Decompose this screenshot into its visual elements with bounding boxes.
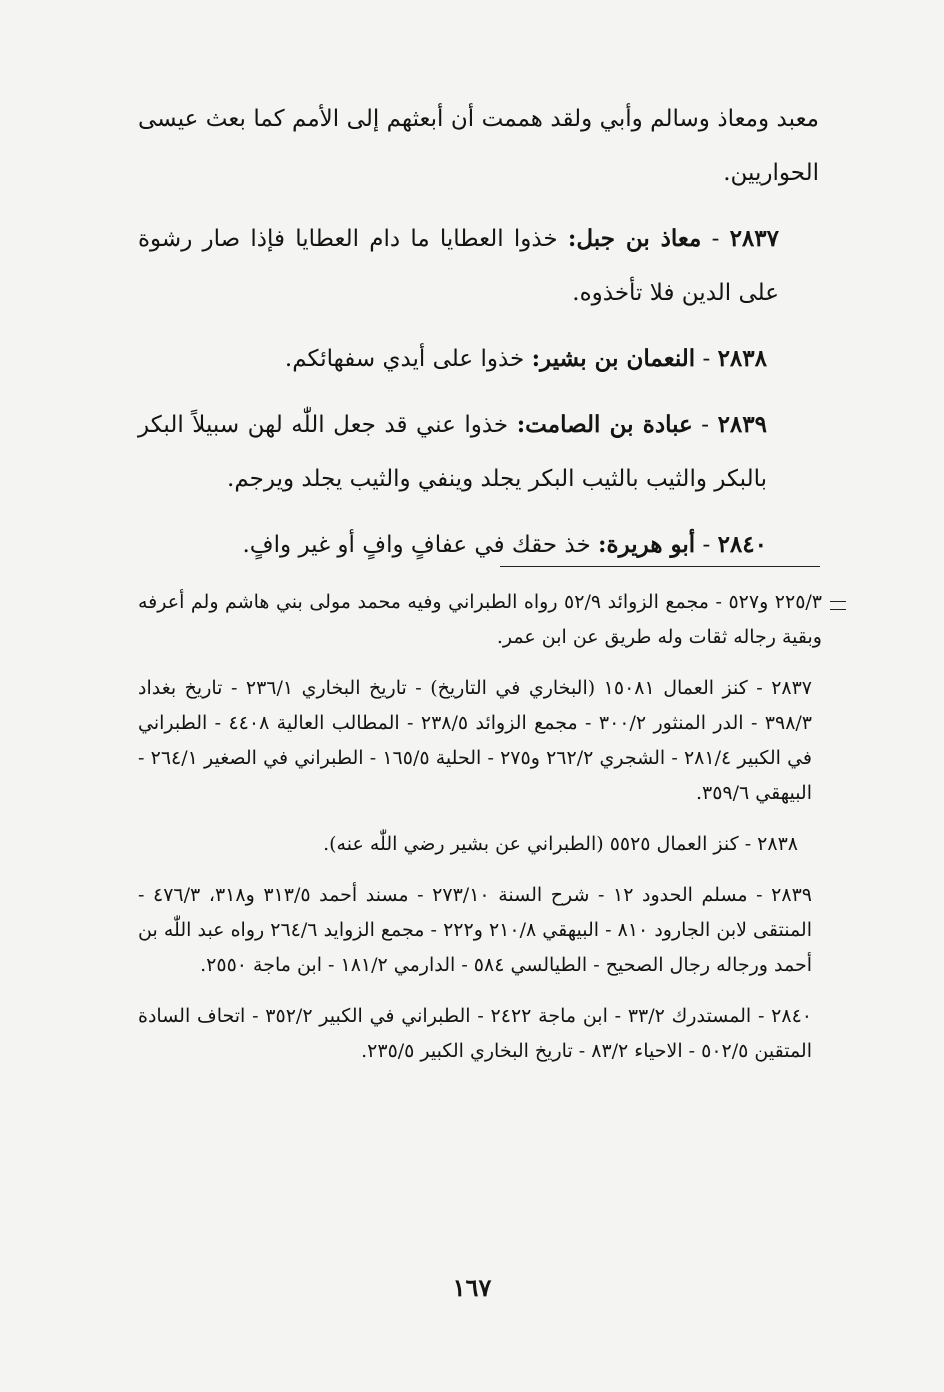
entry-text: خذ حقك في عفافٍ وافٍ أو غير وافٍ. <box>242 532 591 558</box>
hadith-entry: ٢٨٣٧ - معاذ بن جبل: خذوا العطايا ما دام العطايا فإذا صار رشوة على الدين فلا تأخذوه. <box>138 225 779 306</box>
hadith-entry: ٢٨٤٠ - أبو هريرة: خذ حقك في عفافٍ وافٍ أو غير وافٍ. <box>242 531 767 558</box>
hadith-entry: ٢٨٣٨ - النعمان بن بشير: خذوا على أيدي سفهائكم. <box>284 345 767 372</box>
footnote-continued <box>138 585 840 655</box>
main-text <box>138 92 819 572</box>
intro-paragraph: معبد ومعاذ وسالم وأبي ولقد هممت أن أبعثهم إلى الأمم كما بعث عيسى الحواريين. <box>138 106 819 186</box>
footnote: ٢٨٣٧ - كنز العمال ١٥٠٨١ (البخاري في التاريخ) - تاريخ البخاري ٢٣٦/١ - تاريخ بغداد ٣٩٨/٣ - الدر المنثور ٣٠٠/٢ - مجمع الزوائد ٢٣٨/٥ - المطالب العالية ٤٤٠٨ - الطبراني في الكبير ٢٨١/٤ - الشجري ٢٦٢/٢ و٢٧٥ - الحلية ١٦٥/٥ - الطبراني في الصغير ٢٦٤/١ - البيهقي ٣٥٩/٦. <box>138 677 813 804</box>
narrator-name: عبادة بن الصامت: <box>516 411 693 438</box>
footnotes <box>138 585 840 1069</box>
footnote: ٢٨٣٩ - مسلم الحدود ١٢ - شرح السنة ٢٧٣/١٠ - مسند أحمد ٣١٣/٥ و٣١٨، ٤٧٦/٣ - المنتقى لابن الجارود ٨١٠ - البيهقي ٢١٠/٨ و٢٢٢ - مجمع الزوايد ٢٦٤/٦ رواه عبد اللّٰه بن أحمد ورجاله رجال الصحيح - الطيالسي ٥٨٤ - الدارمي ١٨١/٢ - ابن ماجة ٢٥٥٠. <box>138 884 812 976</box>
entry-text: خذوا العطايا ما دام العطايا فإذا صار رشوة على الدين فلا تأخذوه. <box>138 226 779 306</box>
entry-text: خذوا على أيدي سفهائكم. <box>284 346 525 372</box>
hadith-entry: ٢٨٣٩ - عبادة بن الصامت: خذوا عني قد جعل اللّٰه لهن سبيلاً البكر بالبكر والثيب بالثيب البكر يجلد وينفي والثيب يجلد ويرجم. <box>138 411 767 492</box>
entry-number: ٢٨٤٠ <box>717 531 767 558</box>
entry-number: ٢٨٣٨ <box>717 345 767 372</box>
narrator-name: أبو هريرة: <box>598 531 696 558</box>
page-number: ١٦٧ <box>452 1273 492 1302</box>
footnote-text: ٢٢٥/٣ و٥٢٧ - مجمع الزوائد ٥٢/٩ رواه الطبراني وفيه محمد مولى بني هاشم ولم أعرفه وبقية رجاله ثقات وله طريق عن ابن عمر. <box>138 591 823 648</box>
entry-number: ٢٨٣٧ <box>729 225 779 252</box>
footnote-divider <box>500 566 820 567</box>
narrator-name: النعمان بن بشير: <box>531 345 696 372</box>
entry-text: خذوا عني قد جعل اللّٰه لهن سبيلاً البكر بالبكر والثيب بالثيب البكر يجلد وينفي والثيب يجلد ويرجم. <box>138 412 767 492</box>
narrator-name: معاذ بن جبل: <box>567 225 702 252</box>
footnote: ٢٨٣٨ - كنز العمال ٥٥٢٥ (الطبراني عن بشير رضي اللّٰه عنه). <box>323 833 798 855</box>
footnote: ٢٨٤٠ - المستدرك ٣٣/٢ - ابن ماجة ٢٤٢٢ - الطبراني في الكبير ٣٥٢/٢ - اتحاف السادة المتقين ٥٠٢/٥ - الاحياء ٨٣/٢ - تاريخ البخاري الكبير ٢٣٥/٥. <box>138 1005 812 1062</box>
continuation-mark <box>830 601 846 610</box>
entry-number: ٢٨٣٩ <box>717 411 767 438</box>
